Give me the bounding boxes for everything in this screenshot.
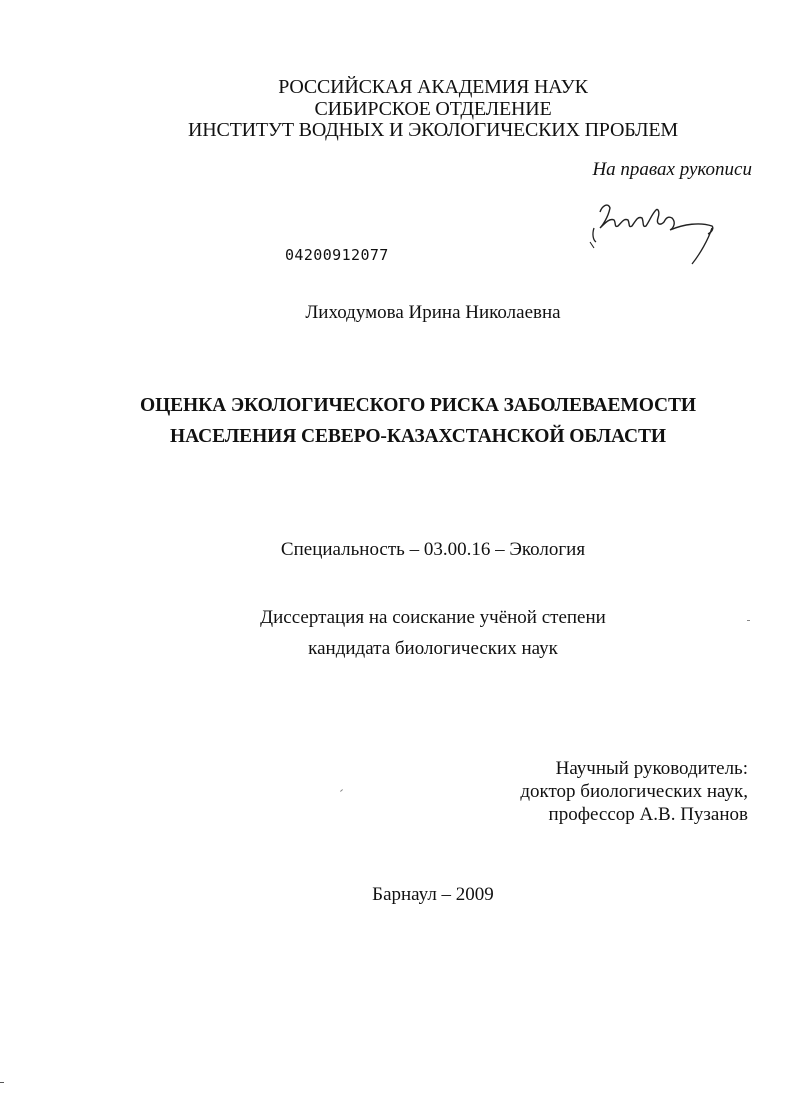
- supervisor-block: [520, 757, 748, 826]
- supervisor-name: профессор А.В. Пузанов: [548, 804, 748, 825]
- thesis-title-line-1: ОЦЕНКА ЭКОЛОГИЧЕСКОГО РИСКА ЗАБОЛЕВАЕМОСТИ: [140, 395, 696, 416]
- author-name: Лиходумова Ирина Николаевна: [305, 302, 561, 323]
- thesis-title-line-2: НАСЕЛЕНИЯ СЕВЕРО-КАЗАХСТАНСКОЙ ОБЛАСТИ: [170, 426, 666, 447]
- handwritten-signature: [588, 188, 728, 268]
- scan-speck: [340, 789, 343, 792]
- specialty: Специальность – 03.00.16 – Экология: [280, 539, 586, 560]
- manuscript-rights-note: На правах рукописи: [592, 159, 752, 180]
- scan-speck: [747, 620, 750, 621]
- dissertation-line-1: Диссертация на соискание учёной степени: [260, 607, 606, 628]
- org-line-institute: ИНСТИТУТ ВОДНЫХ И ЭКОЛОГИЧЕСКИХ ПРОБЛЕМ: [188, 119, 678, 141]
- dissertation-line-2: кандидата биологических наук: [308, 638, 558, 659]
- supervisor-label: Научный руководитель:: [555, 758, 748, 779]
- supervisor-degree: доктор биологических наук,: [520, 781, 748, 802]
- org-line-academy: РОССИЙСКАЯ АКАДЕМИЯ НАУК: [278, 76, 588, 98]
- org-line-branch: СИБИРСКОЕ ОТДЕЛЕНИЕ: [314, 98, 552, 120]
- scan-speck: [0, 1082, 4, 1083]
- registration-number: 04200912077: [285, 246, 389, 264]
- place-and-year: Барнаул – 2009: [372, 884, 494, 905]
